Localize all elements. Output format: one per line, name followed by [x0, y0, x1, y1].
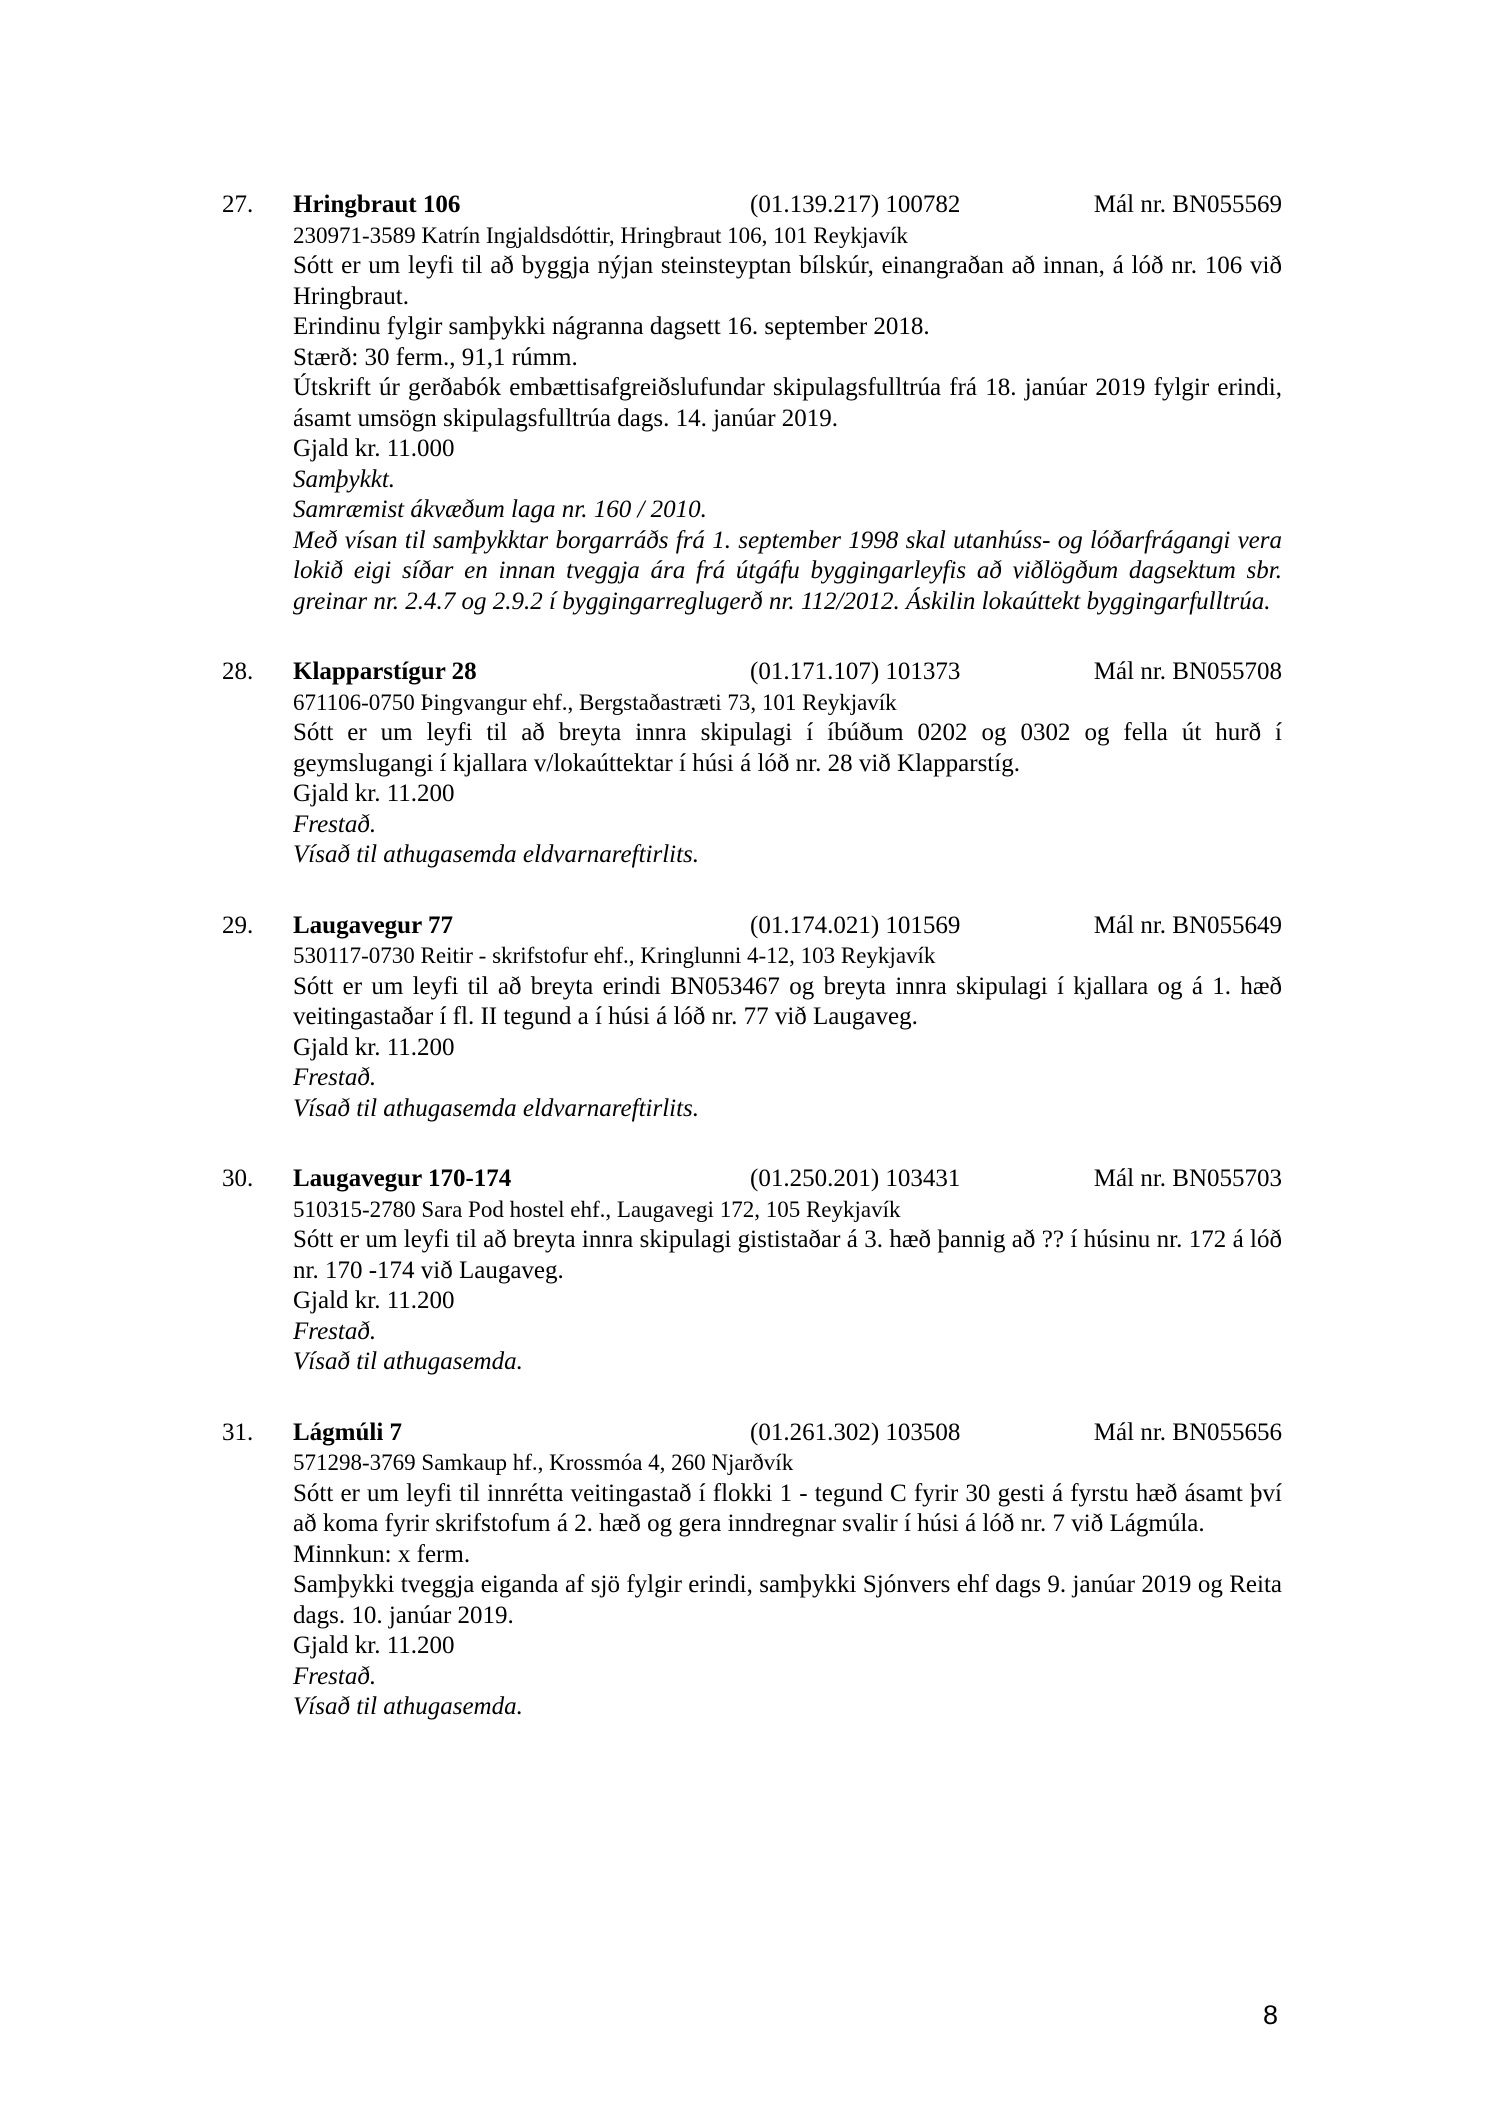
item-header	[293, 657, 1282, 688]
item-body	[293, 657, 1282, 871]
item-paragraph: Sótt er um leyfi til innrétta veitingastað í flokki 1 - tegund C fyrir 30 gesti á fyrstu hæð ásamt því að koma fyrir skrifstofum á 2. hæð og gera inndregnar svalir í húsi á lóð nr. 7 við Lágmúla.	[293, 1479, 1282, 1537]
item-number: 27.	[222, 191, 254, 218]
permit-list	[222, 190, 1282, 1723]
item-case-number: Mál nr. BN055708	[1093, 658, 1282, 685]
item-header	[293, 911, 1282, 942]
item-paragraph: Samþykkt.	[293, 465, 396, 493]
item-case-number: Mál nr. BN055703	[1093, 1165, 1282, 1192]
item-number: 28.	[222, 658, 254, 685]
item-property-code: (01.250.201) 103431	[750, 1165, 961, 1192]
item-paragraph: Frestað.	[293, 1317, 377, 1345]
page-number: 8	[1262, 2000, 1278, 2030]
item-paragraph: Útskrift úr gerðabók embættisafgreiðslufundar skipulagsfulltrúa frá 18. janúar 2019 fylgir erindi, ásamt umsögn skipulagsfulltrúa dags. 14. janúar 2019.	[293, 374, 1282, 432]
item-paragraph: Vísað til athugasemda.	[293, 1348, 523, 1375]
permit-item	[222, 911, 1282, 1125]
item-paragraph: Gjald kr. 11.200	[293, 1287, 455, 1314]
item-paragraph: Frestað.	[293, 810, 377, 838]
item-paragraph: Frestað.	[293, 1662, 377, 1690]
item-paragraph: Stærð: 30 ferm., 91,1 rúmm.	[293, 343, 578, 371]
item-paragraphs	[293, 251, 1282, 617]
item-owner-line: 230971-3589 Katrín Ingjaldsdóttir, Hringbraut 106, 101 Reykjavík	[293, 222, 908, 248]
item-header	[293, 1164, 1282, 1195]
item-paragraphs	[293, 972, 1282, 1125]
permit-item	[222, 657, 1282, 871]
item-address-title: Hringbraut 106	[293, 191, 461, 218]
item-header	[293, 1418, 1282, 1449]
item-paragraphs	[293, 1225, 1282, 1378]
item-property-code: (01.139.217) 100782	[750, 191, 961, 218]
item-property-code: (01.174.021) 101569	[750, 911, 961, 939]
item-paragraph: Vísað til athugasemda eldvarnareftirlits.	[293, 1094, 700, 1122]
item-paragraph: Sótt er um leyfi til að breyta innra skipulagi í íbúðum 0202 og 0302 og fella út hurð í geymslugangi í kjallara v/lokaúttektar í húsi á lóð nr. 28 við Klapparstíg.	[293, 719, 1282, 777]
item-body	[293, 1164, 1282, 1378]
item-body	[293, 911, 1282, 1125]
item-property-code: (01.261.302) 103508	[750, 1418, 961, 1446]
item-body	[293, 1418, 1282, 1723]
item-paragraph: Samþykki tveggja eiganda af sjö fylgir erindi, samþykki Sjónvers ehf dags 9. janúar 2019 og Reita dags. 10. janúar 2019.	[293, 1571, 1282, 1629]
item-owner-line: 671106-0750 Þingvangur ehf., Bergstaðastræti 73, 101 Reykjavík	[293, 689, 897, 715]
item-case-number: Mál nr. BN055569	[1093, 191, 1282, 218]
item-paragraph: Erindinu fylgir samþykki nágranna dagsett 16. september 2018.	[293, 313, 930, 340]
item-body	[293, 190, 1282, 617]
item-paragraph: Gjald kr. 11.200	[293, 780, 455, 807]
item-paragraphs	[293, 1479, 1282, 1723]
item-number: 30.	[222, 1165, 254, 1192]
item-case-number: Mál nr. BN055649	[1093, 911, 1282, 939]
item-number: 29.	[222, 911, 254, 939]
item-address-title: Klapparstígur 28	[293, 658, 477, 685]
item-paragraph: Frestað.	[293, 1064, 377, 1091]
item-paragraph: Með vísan til samþykktar borgarráðs frá 1. september 1998 skal utanhúss- og lóðarfrágangi vera lokið eigi síðar en innan tveggja ára frá útgáfu byggingarleyfis að viðlögðum dagsektum sbr. greinar nr. 2.4.7 og 2.9.2 í byggingarreglugerð nr. 112/2012. Áskilin lokaúttekt byggingarfulltrúa.	[293, 526, 1282, 615]
permit-item	[222, 190, 1282, 617]
item-paragraph: Sótt er um leyfi til að breyta erindi BN053467 og breyta innra skipulagi í kjallara og á 1. hæð veitingastaðar í fl. II tegund a í húsi á lóð nr. 77 við Laugaveg.	[293, 972, 1282, 1030]
item-paragraph: Gjald kr. 11.200	[293, 1632, 455, 1659]
item-address-title: Laugavegur 77	[293, 911, 453, 939]
item-owner-line: 510315-2780 Sara Pod hostel ehf., Laugavegi 172, 105 Reykjavík	[293, 1196, 901, 1222]
permit-item	[222, 1164, 1282, 1378]
item-paragraphs	[293, 718, 1282, 871]
item-owner-line: 571298-3769 Samkaup hf., Krossmóa 4, 260 Njarðvík	[293, 1450, 794, 1475]
item-case-number: Mál nr. BN055656	[1093, 1418, 1282, 1446]
item-paragraph: Minnkun: x ferm.	[293, 1540, 471, 1568]
item-paragraph: Samræmist ákvæðum laga nr. 160 / 2010.	[293, 496, 707, 523]
item-paragraph: Vísað til athugasemda.	[293, 1693, 523, 1720]
permit-item	[222, 1418, 1282, 1723]
item-header	[293, 190, 1282, 221]
item-owner-line: 530117-0730 Reitir - skrifstofur ehf., Kringlunni 4-12, 103 Reykjavík	[293, 943, 936, 968]
item-property-code: (01.171.107) 101373	[750, 658, 961, 685]
item-paragraph: Vísað til athugasemda eldvarnareftirlits.	[293, 841, 700, 868]
item-paragraph: Sótt er um leyfi til að byggja nýjan steinsteyptan bílskúr, einangraðan að innan, á lóð nr. 106 við Hringbraut.	[293, 252, 1282, 310]
item-address-title: Lágmúli 7	[293, 1418, 403, 1446]
item-paragraph: Gjald kr. 11.000	[293, 435, 455, 462]
item-address-title: Laugavegur 170-174	[293, 1165, 512, 1192]
item-paragraph: Sótt er um leyfi til að breyta innra skipulagi gististaðar á 3. hæð þannig að ?? í húsinu nr. 172 á lóð nr. 170 -174 við Laugaveg.	[293, 1226, 1282, 1284]
item-paragraph: Gjald kr. 11.200	[293, 1033, 455, 1061]
item-number: 31.	[222, 1418, 254, 1446]
